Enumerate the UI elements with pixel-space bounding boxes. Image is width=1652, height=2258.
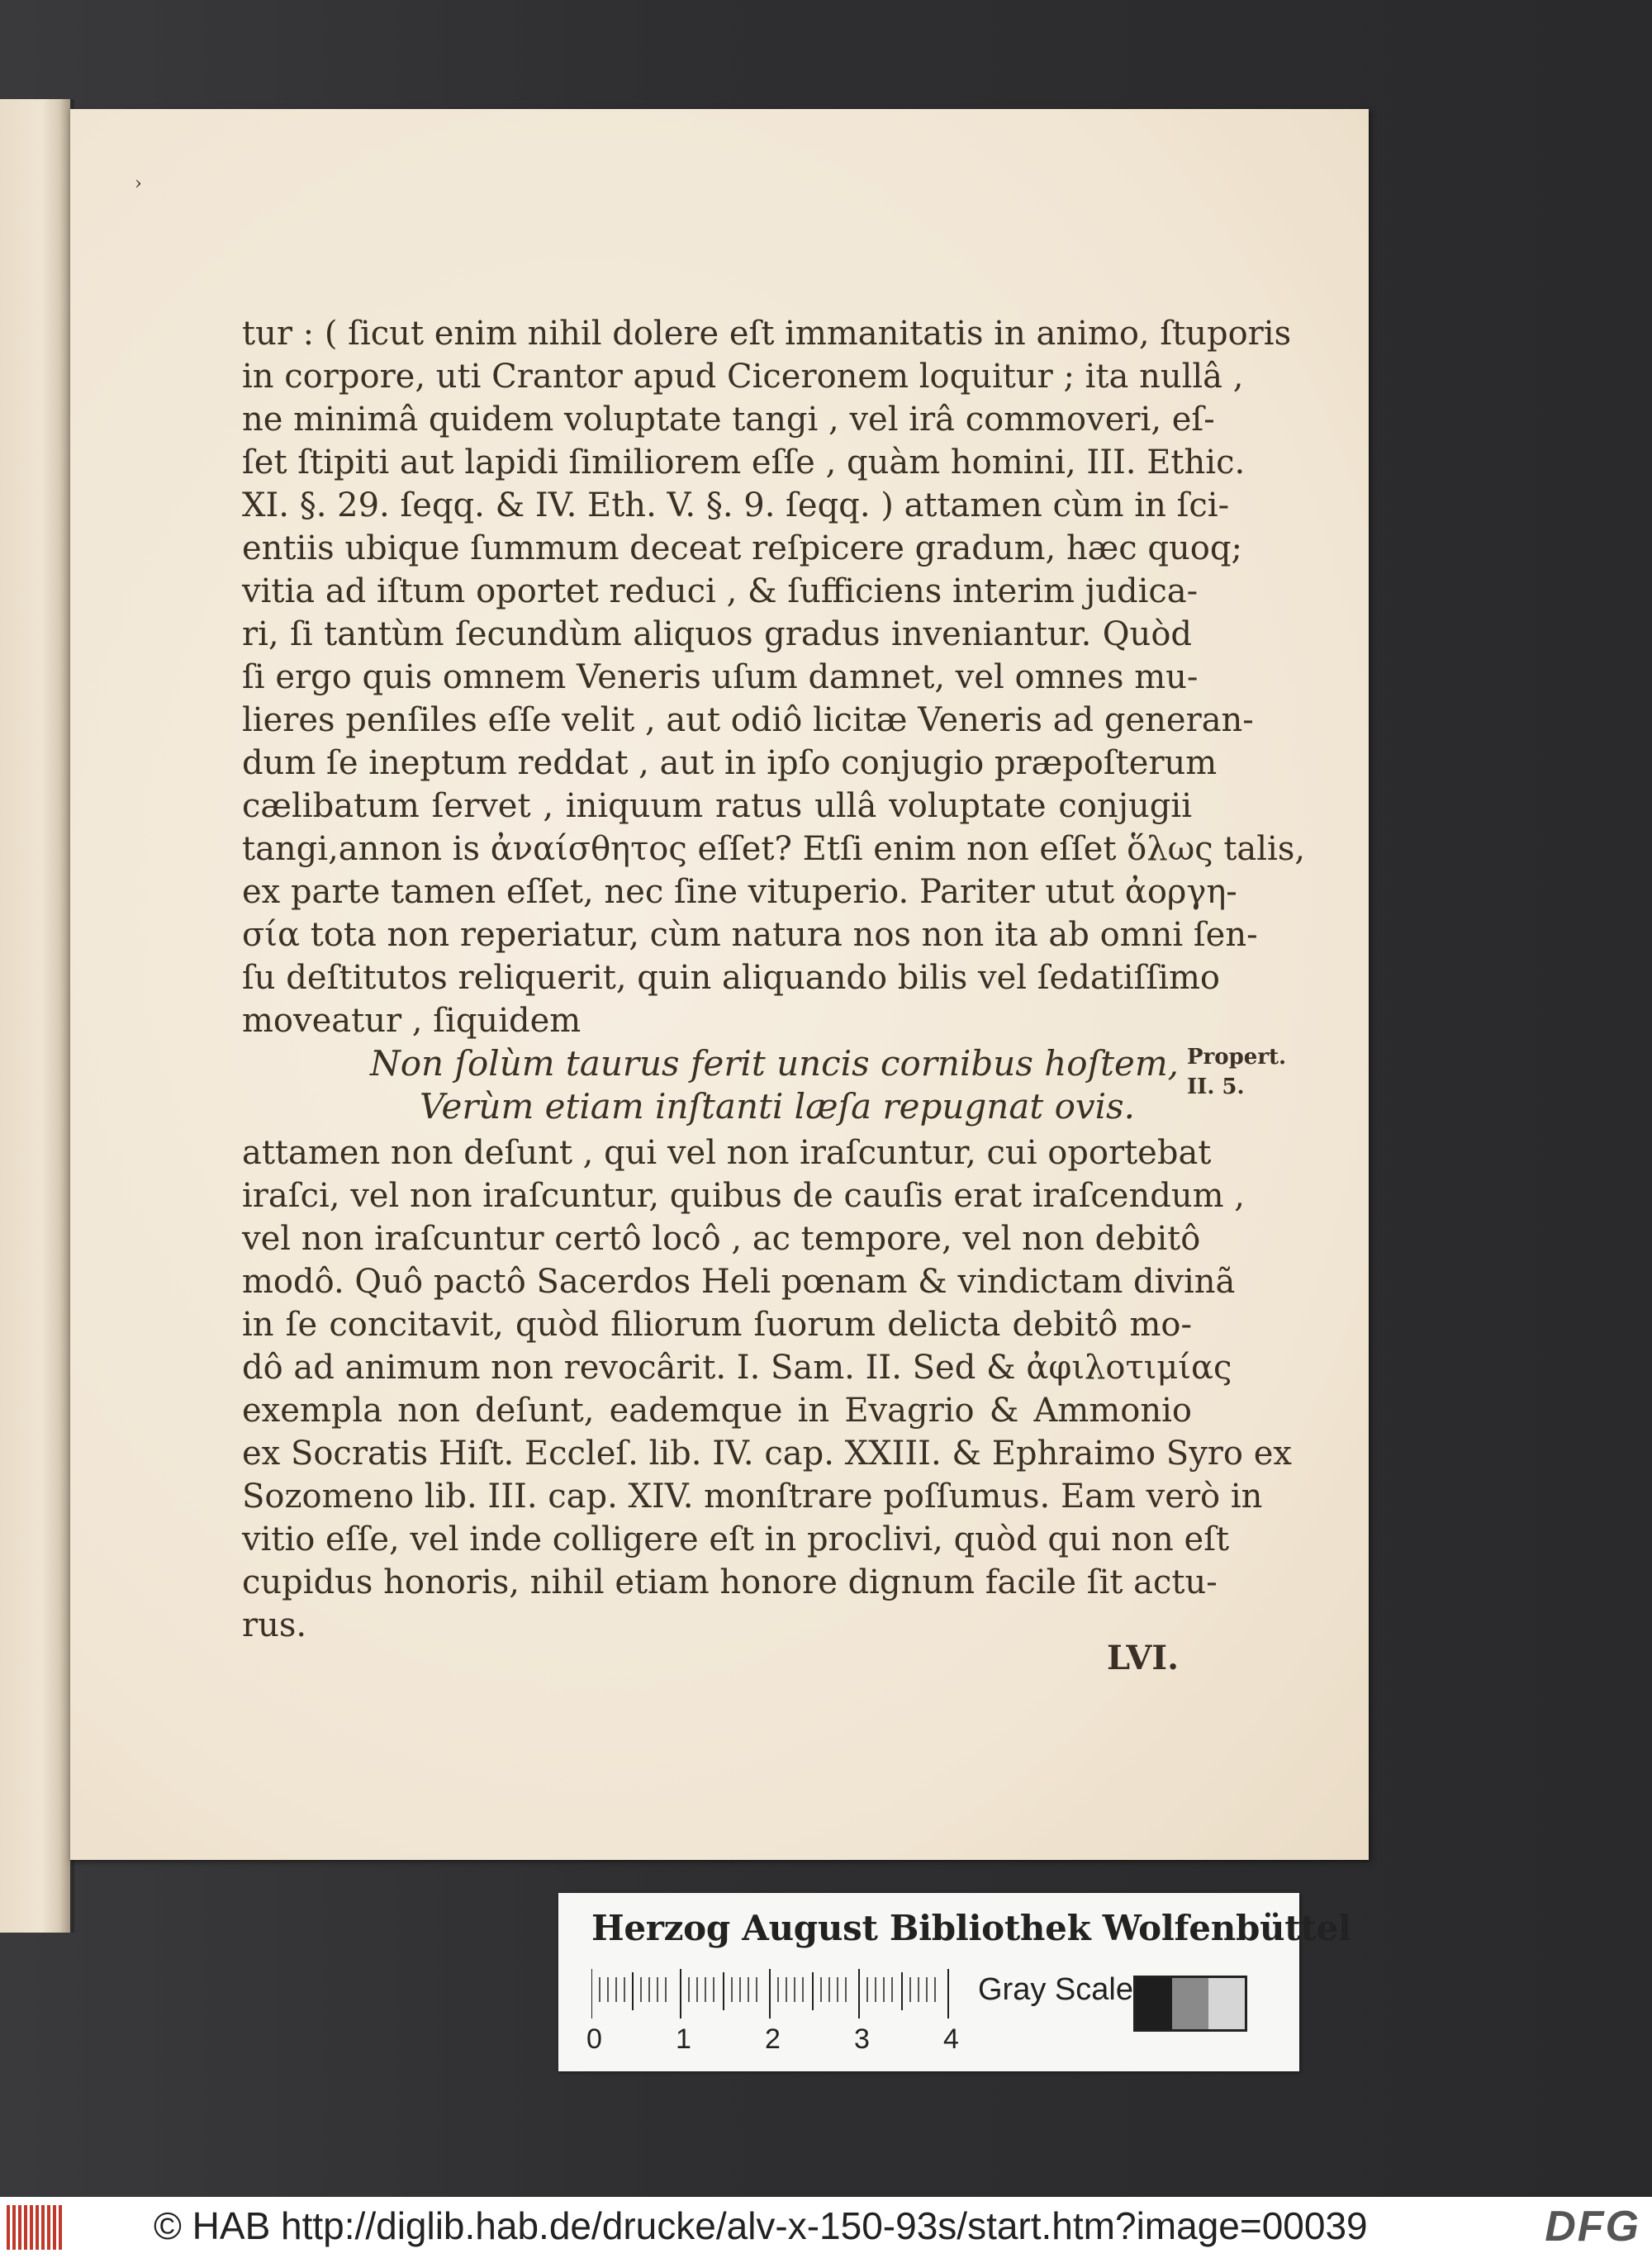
gray-swatch-mid xyxy=(1172,1978,1208,2029)
text-line: XI. §. 29. ſeqq. & IV. Eth. V. §. 9. ſeqq. ) attamen cùm in ſci- xyxy=(242,486,1230,524)
text-line: ri, ſi tantùm ſecundùm aliquos gradus inveniantur. Quòd xyxy=(242,615,1192,653)
book-page xyxy=(70,109,1369,1860)
library-name: Herzog August Bibliothek Wolfenbüttel xyxy=(591,1908,1351,1948)
text-line: cælibatum ſervet , iniquum ratus ullâ voluptate conjugii xyxy=(242,787,1192,825)
text-line: vitia ad iſtum oportet reduci , & ſufficiens interim judica- xyxy=(242,572,1199,610)
text-line: attamen non deſunt , qui vel non iraſcuntur, cui oportebat xyxy=(242,1134,1212,1172)
gray-scale-label: Gray Scale xyxy=(978,1972,1133,2007)
text-line: ſi ergo quis omnem Veneris uſum damnet, vel omnes mu- xyxy=(242,658,1199,696)
gray-swatch-dark xyxy=(1136,1978,1172,2029)
text-line: entiis ubique ſummum deceat reſpicere gradum, hæc quoq; xyxy=(242,529,1242,567)
text-line: σία tota non reperiatur, cùm natura nos non ita ab omni ſen- xyxy=(242,916,1258,954)
text-line: tangi,annon is ἀναίσθητος eſſet? Etſi enim non eſſet ὅλως talis, xyxy=(242,830,1306,868)
gray-swatch-light xyxy=(1208,1978,1245,2029)
text-line: dô ad animum non revocârit. I. Sam. II. Sed & ἀφιλοτιμίας xyxy=(242,1349,1232,1387)
ruler-number: 4 xyxy=(943,2023,959,2055)
text-line: exempla non deſunt, eademque in Evagrio & Ammonio xyxy=(242,1392,1192,1430)
ruler-number: 0 xyxy=(586,2023,602,2055)
verse-quotation xyxy=(242,1042,1192,1131)
ruler-scale xyxy=(591,1969,955,2018)
ruler-number: 3 xyxy=(854,2023,870,2055)
catchword: LVI. xyxy=(1107,1639,1180,1677)
text-line: ex parte tamen eſſet, nec ſine vituperio. Pariter utut ἀοργη- xyxy=(242,873,1237,911)
text-line: ne minimâ quidem voluptate tangi , vel irâ commoveri, eſ- xyxy=(242,401,1215,439)
color-reference-card xyxy=(558,1893,1351,2071)
barcode-icon xyxy=(7,2205,69,2250)
text-line: rus. xyxy=(242,1606,307,1644)
text-line: in ſe concitavit, quòd filiorum ſuorum delicta debitô mo- xyxy=(242,1306,1192,1344)
text-line: moveatur , ſiquidem xyxy=(242,1002,582,1040)
ruler-number: 1 xyxy=(676,2023,691,2055)
text-line: dum ſe ineptum reddat , aut in ipſo conjugio præpoſterum xyxy=(242,744,1218,782)
text-line: lieres penſiles eſſe velit , aut odiô licitæ Veneris ad generan- xyxy=(242,701,1254,739)
dfg-logo: DFG xyxy=(1545,2203,1640,2251)
text-line: Sozomeno lib. III. cap. XIV. monſtrare poſſumus. Eam verò in xyxy=(242,1478,1263,1516)
marginal-note xyxy=(1187,1042,1286,1102)
text-line: vel non iraſcuntur certô locô , ac tempore, vel non debitô xyxy=(242,1220,1201,1258)
text-lines-top xyxy=(242,312,1306,1042)
text-line: ſet ſtipiti aut lapidi ſimiliorem eſſe , quàm homini, III. Ethic. xyxy=(242,444,1246,481)
page-margin-mark: › xyxy=(135,173,142,194)
text-line: tur : ( ſicut enim nihil dolere eſt immanitatis in animo, ſtuporis xyxy=(242,315,1292,353)
verse-line: Non ſolùm taurus ferit uncis cornibus hoſtem, xyxy=(370,1043,1180,1084)
text-line: in corpore, uti Crantor apud Ciceronem loquitur ; ita nullâ , xyxy=(242,358,1244,396)
text-line: cupidus honoris, nihil etiam honore dignum facile ſit actu- xyxy=(242,1563,1218,1601)
marginal-note-line: II. 5. xyxy=(1187,1074,1245,1099)
text-line: ex Socratis Hiſt. Eccleſ. lib. IV. cap. XXIII. & Ephraimo Syro ex xyxy=(242,1435,1292,1473)
text-line: vitio eſſe, vel inde colligere eſt in proclivi, quòd qui non eſt xyxy=(242,1520,1230,1558)
marginal-note-line: Propert. xyxy=(1187,1045,1287,1070)
footer-bar xyxy=(0,2197,1652,2258)
text-line: iraſci, vel non iraſcuntur, quibus de cauſis erat iraſcendum , xyxy=(242,1177,1245,1215)
text-line: ſu deſtitutos reliquerit, quin aliquando bilis vel ſedatiſſimo xyxy=(242,959,1220,997)
text-lines-bottom xyxy=(242,1131,1292,1647)
gray-scale-swatches xyxy=(1133,1976,1247,2032)
copyright-url: © HAB http://diglib.hab.de/drucke/alv-x-150-93s/start.htm?image=00039 xyxy=(154,2204,1368,2247)
verse-line: Verùm etiam inſtanti læſa repugnat ovis. xyxy=(420,1086,1135,1127)
ruler-numbers xyxy=(586,2023,983,2056)
text-line: modô. Quô pactô Sacerdos Heli pœnam & vindictam divinã xyxy=(242,1263,1236,1301)
ruler-number: 2 xyxy=(765,2023,781,2055)
